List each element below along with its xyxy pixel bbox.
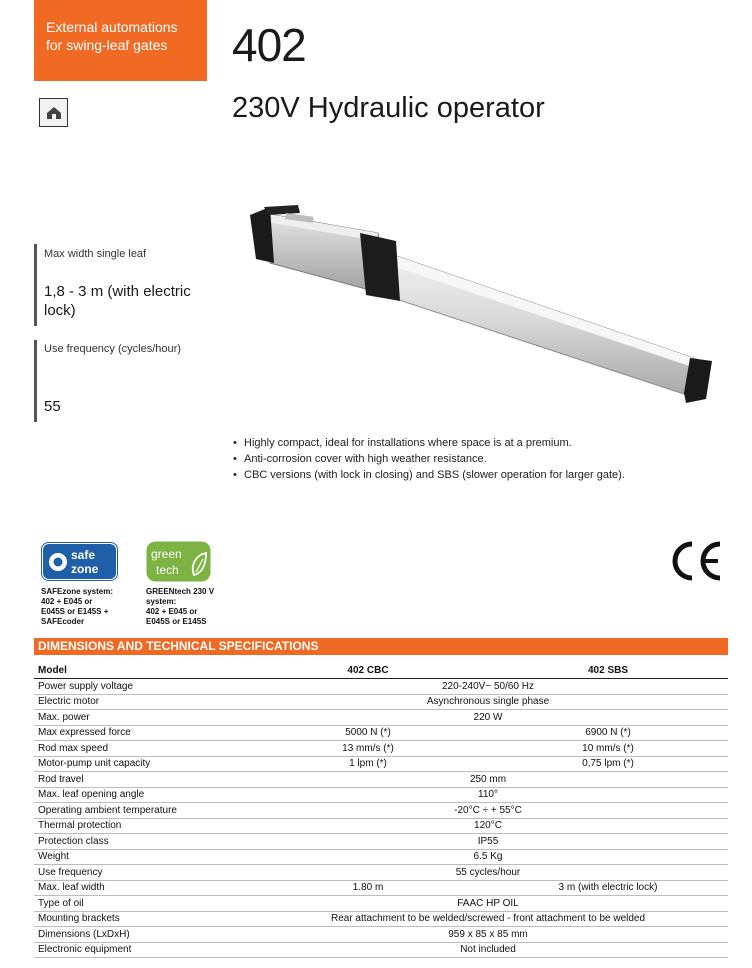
- greentech-logo: [146, 541, 211, 582]
- row-value: 1.80 m: [248, 880, 488, 896]
- row-label: Max expressed force: [34, 725, 248, 741]
- safe-logo-text: safe: [71, 548, 96, 562]
- caption-line: E045S or E145S +: [41, 607, 109, 616]
- row-value: IP55: [248, 834, 728, 850]
- caption-line: SAFEcoder: [41, 617, 85, 626]
- table-row: [34, 834, 728, 850]
- row-label: Electronic equipment: [34, 942, 248, 958]
- row-value: 3 m (with electric lock): [488, 880, 728, 896]
- category-line-2: for swing-leaf gates: [46, 37, 168, 53]
- section-title: DIMENSIONS AND TECHNICAL SPECIFICATIONS: [34, 638, 728, 655]
- row-label: Power supply voltage: [34, 679, 248, 695]
- safezone-caption: [41, 587, 113, 627]
- feature-item: • Anti-corrosion cover with high weather resistance.: [232, 451, 625, 467]
- row-value: Not included: [248, 942, 728, 958]
- table-row: [34, 896, 728, 912]
- spec-value: 1,8 - 3 m (with electric lock): [44, 283, 191, 319]
- row-label: Max. leaf width: [34, 880, 248, 896]
- green-logo-text: green: [151, 547, 182, 561]
- table-row: [34, 880, 728, 896]
- caption-line: GREENtech 230 V: [146, 587, 215, 596]
- caption-line: system:: [146, 597, 177, 606]
- table-row: [34, 772, 728, 788]
- table-row: [34, 818, 728, 834]
- spec-table: [34, 663, 728, 958]
- safe-logo-text: zone: [71, 562, 99, 576]
- row-value: 220 W: [248, 710, 728, 726]
- table-row: [34, 911, 728, 927]
- row-value: 110°: [248, 787, 728, 803]
- row-label: Max. power: [34, 710, 248, 726]
- green-logo-text: tech: [156, 563, 179, 577]
- header-cell: 402 CBC: [248, 663, 488, 679]
- row-value: Rear attachment to be welded/screwed - front attachment to be welded: [248, 911, 728, 927]
- table-row: [34, 679, 728, 695]
- row-value: 220-240V~ 50/60 Hz: [248, 679, 728, 695]
- house-icon: [39, 98, 68, 127]
- row-value: Asynchronous single phase: [248, 694, 728, 710]
- row-label: Max. leaf opening angle: [34, 787, 248, 803]
- row-value: 250 mm: [248, 772, 728, 788]
- spec-label: Max width single leaf: [44, 248, 147, 260]
- row-value: 120°C: [248, 818, 728, 834]
- caption-line: E045S or E145S: [146, 617, 207, 626]
- row-value: 6900 N (*): [488, 725, 728, 741]
- row-value: 13 mm/s (*): [248, 741, 488, 757]
- row-label: Use frequency: [34, 865, 248, 881]
- row-label: Type of oil: [34, 896, 248, 912]
- row-label: Electric motor: [34, 694, 248, 710]
- table-row: [34, 756, 728, 772]
- ce-mark-icon: [668, 540, 724, 582]
- table-row: [34, 694, 728, 710]
- category-box: [34, 0, 207, 81]
- page-title: 230V Hydraulic operator: [232, 92, 545, 124]
- operator-image: [238, 193, 718, 413]
- caption-line: 402 + E045 or: [41, 597, 93, 606]
- table-row: [34, 787, 728, 803]
- row-label: Protection class: [34, 834, 248, 850]
- safezone-logo: [41, 542, 118, 581]
- row-value: 6.5 Kg: [248, 849, 728, 865]
- row-label: Thermal protection: [34, 818, 248, 834]
- row-label: Motor-pump unit capacity: [34, 756, 248, 772]
- caption-line: 402 + E045 or: [146, 607, 198, 616]
- row-value: 5000 N (*): [248, 725, 488, 741]
- row-value: -20°C ÷ + 55°C: [248, 803, 728, 819]
- model-number: 402: [232, 19, 306, 71]
- table-header-row: [34, 663, 728, 679]
- spec-max-width: [34, 244, 204, 326]
- row-label: Mounting brackets: [34, 911, 248, 927]
- row-label: Dimensions (LxDxH): [34, 927, 248, 943]
- table-row: [34, 865, 728, 881]
- row-label: Operating ambient temperature: [34, 803, 248, 819]
- row-value: FAAC HP OIL: [248, 896, 728, 912]
- table-row: [34, 710, 728, 726]
- table-row: [34, 849, 728, 865]
- row-value: 1 lpm (*): [248, 756, 488, 772]
- spec-label: Use frequency (cycles/hour): [44, 343, 181, 355]
- caption-line: SAFEzone system:: [41, 587, 114, 596]
- spec-use-frequency: [34, 340, 204, 422]
- feature-item: • Highly compact, ideal for installations where space is at a premium.: [232, 435, 625, 451]
- header-cell: 402 SBS: [488, 663, 728, 679]
- row-label: Rod max speed: [34, 741, 248, 757]
- row-label: Rod travel: [34, 772, 248, 788]
- row-value: 55 cycles/hour: [248, 865, 728, 881]
- table-row: [34, 942, 728, 958]
- greentech-caption: [146, 587, 214, 627]
- feature-list: [232, 435, 625, 483]
- feature-item: • CBC versions (with lock in closing) and SBS (slower operation for larger gate).: [232, 467, 625, 483]
- header-cell: Model: [34, 663, 248, 679]
- table-row: [34, 725, 728, 741]
- category-line-1: External automations: [46, 19, 178, 35]
- table-row: [34, 927, 728, 943]
- table-row: [34, 803, 728, 819]
- row-value: 0,75 lpm (*): [488, 756, 728, 772]
- row-value: 959 x 85 x 85 mm: [248, 927, 728, 943]
- spec-value: 55: [44, 398, 61, 415]
- row-label: Weight: [34, 849, 248, 865]
- row-value: 10 mm/s (*): [488, 741, 728, 757]
- table-row: [34, 741, 728, 757]
